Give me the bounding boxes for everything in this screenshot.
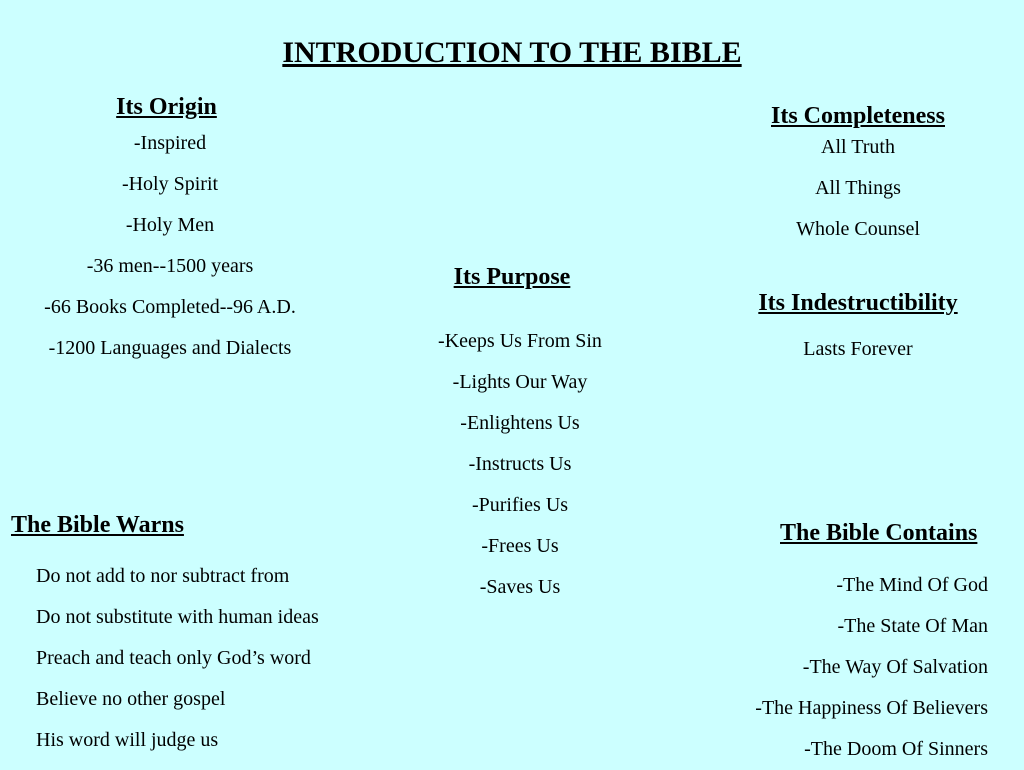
list-item: -66 Books Completed--96 A.D. [44, 296, 296, 318]
list-item: -The Way Of Salvation [802, 656, 988, 678]
origin-heading: Its Origin [116, 94, 217, 120]
list-item: -The Mind Of God [836, 574, 988, 596]
list-item: -Holy Men [125, 214, 215, 236]
indestructibility-heading: Its Indestructibility [758, 290, 958, 316]
completeness-heading: Its Completeness [771, 103, 945, 129]
indestructibility-list [700, 329, 1016, 370]
list-item: -Instructs Us [468, 453, 572, 475]
list-item: -Enlightens Us [460, 412, 580, 434]
list-item: Lasts Forever [803, 338, 913, 360]
list-item: Preach and teach only God’s word [36, 647, 311, 669]
completeness-list [700, 127, 1016, 250]
purpose-list [362, 321, 678, 608]
origin-list [0, 123, 340, 369]
list-item: -Purifies Us [471, 494, 569, 516]
purpose-heading: Its Purpose [453, 264, 571, 290]
warns-heading: The Bible Warns [11, 512, 184, 538]
contains-heading: The Bible Contains [780, 520, 978, 546]
list-item: His word will judge us [36, 729, 219, 751]
list-item: -Holy Spirit [121, 173, 219, 195]
list-item: -Frees Us [481, 535, 559, 557]
list-item: -1200 Languages and Dialects [48, 337, 292, 359]
warns-list [36, 556, 319, 761]
list-item: -The Happiness Of Believers [755, 697, 988, 719]
list-item: Whole Counsel [796, 218, 920, 240]
page-title: INTRODUCTION TO THE BIBLE [282, 36, 742, 69]
list-item: -The Doom Of Sinners [804, 738, 988, 760]
list-item: -Lights Our Way [452, 371, 588, 393]
list-item: -Saves Us [479, 576, 561, 598]
contains-list [640, 565, 988, 770]
list-item: -36 men--1500 years [86, 255, 254, 277]
list-item: Believe no other gospel [36, 688, 226, 710]
list-item: Do not add to nor subtract from [36, 565, 290, 587]
list-item: All Things [815, 177, 901, 199]
list-item: Do not substitute with human ideas [36, 606, 319, 628]
list-item: -Inspired [133, 132, 207, 154]
list-item: All Truth [821, 136, 895, 158]
list-item: -Keeps Us From Sin [438, 330, 602, 352]
list-item: -The State Of Man [837, 615, 988, 637]
